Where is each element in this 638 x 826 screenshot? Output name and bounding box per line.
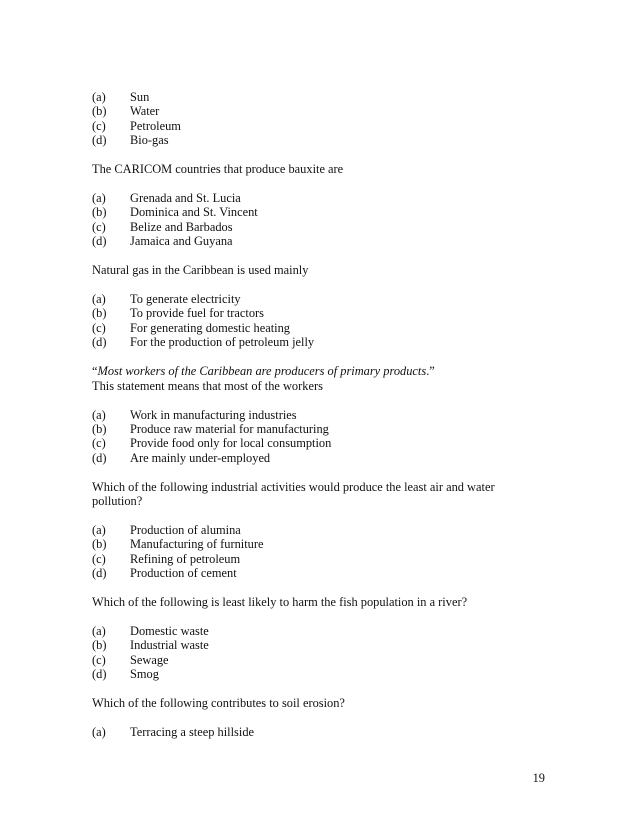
option-text: To generate electricity — [130, 292, 241, 307]
option-label: (b) — [92, 104, 107, 119]
option-text: Petroleum — [130, 118, 181, 133]
question-3 — [92, 263, 532, 350]
option-row — [92, 566, 532, 580]
close-quote: .” — [426, 364, 435, 379]
option-text: For the production of petroleum jelly — [130, 335, 315, 350]
option-row — [92, 537, 532, 551]
option-text: Belize and Barbados — [130, 219, 233, 234]
option-label: (c) — [92, 320, 106, 335]
option-label: (a) — [92, 292, 106, 307]
option-text: Produce raw material for manufacturing — [130, 421, 329, 436]
option-label: (a) — [92, 725, 106, 739]
question-stem-line-1: Which of the following industrial activities would produce the least air and water — [92, 479, 495, 494]
option-text: Refining of petroleum — [130, 551, 241, 566]
question-2 — [92, 162, 532, 249]
option-row — [92, 205, 532, 219]
option-row — [92, 292, 532, 306]
option-row — [92, 321, 532, 335]
option-row — [92, 624, 532, 638]
option-text: Provide food only for local consumption — [130, 436, 332, 451]
question-stem: Which of the following contributes to soil erosion? — [92, 696, 345, 711]
option-text: Dominica and St. Vincent — [130, 205, 258, 220]
option-text: Grenada and St. Lucia — [130, 191, 241, 206]
option-row — [92, 653, 532, 667]
option-text: Production of alumina — [130, 522, 241, 537]
quote-text: Most workers of the Caribbean are producers of primary products — [97, 364, 427, 379]
option-row — [92, 638, 532, 652]
question-6 — [92, 595, 532, 682]
question-stem: Natural gas in the Caribbean is used mainly — [92, 263, 309, 278]
option-text: Smog — [130, 667, 159, 682]
option-label: (d) — [92, 667, 107, 682]
option-label: (a) — [92, 522, 106, 537]
page-number: 19 — [532, 771, 545, 785]
option-label: (d) — [92, 450, 107, 465]
option-row — [92, 234, 532, 248]
option-row — [92, 422, 532, 436]
option-row — [92, 436, 532, 450]
option-row — [92, 306, 532, 320]
option-row — [92, 451, 532, 465]
option-text: Water — [130, 104, 160, 119]
option-row — [92, 335, 532, 349]
option-label: (d) — [92, 133, 107, 148]
option-row — [92, 725, 532, 739]
option-label: (a) — [92, 407, 106, 422]
option-row — [92, 667, 532, 681]
option-text: Work in manufacturing industries — [130, 407, 297, 422]
option-text: Industrial waste — [130, 638, 209, 653]
option-text: Sewage — [130, 652, 169, 667]
option-label: (d) — [92, 234, 107, 249]
question-list — [92, 90, 532, 739]
option-label: (b) — [92, 537, 107, 552]
question-stem-line-2: pollution? — [92, 494, 143, 509]
option-row — [92, 552, 532, 566]
question-stem: The CARICOM countries that produce bauxite are — [92, 162, 344, 177]
option-label: (d) — [92, 335, 107, 350]
option-text: Are mainly under-employed — [130, 450, 271, 465]
question-stem: This statement means that most of the workers — [92, 378, 323, 393]
option-label: (c) — [92, 219, 106, 234]
option-text: Sun — [130, 90, 150, 104]
option-text: For generating domestic heating — [130, 320, 291, 335]
option-label: (b) — [92, 306, 107, 321]
option-text: To provide fuel for tractors — [130, 306, 265, 321]
question-stem: Which of the following is least likely to harm the fish population in a river? — [92, 595, 468, 610]
option-label: (b) — [92, 205, 107, 220]
option-text: Terracing a steep hillside — [130, 725, 255, 739]
option-label: (c) — [92, 436, 106, 451]
option-text: Domestic waste — [130, 623, 209, 638]
option-label: (c) — [92, 652, 106, 667]
option-text: Manufacturing of furniture — [130, 537, 264, 552]
question-7 — [92, 696, 532, 739]
option-row — [92, 104, 532, 118]
question-1 — [92, 90, 532, 148]
option-row — [92, 408, 532, 422]
option-row — [92, 191, 532, 205]
option-row — [92, 133, 532, 147]
option-row — [92, 220, 532, 234]
question-5 — [92, 480, 532, 581]
option-row — [92, 119, 532, 133]
option-text: Bio-gas — [130, 133, 169, 148]
option-row — [92, 523, 532, 537]
option-label: (c) — [92, 118, 106, 133]
option-label: (a) — [92, 90, 106, 104]
open-quote: “ — [92, 364, 98, 379]
option-label: (d) — [92, 566, 107, 581]
option-label: (b) — [92, 638, 107, 653]
option-label: (b) — [92, 421, 107, 436]
option-label: (a) — [92, 623, 106, 638]
quoted-statement — [92, 364, 532, 378]
option-label: (c) — [92, 551, 106, 566]
option-row — [92, 90, 532, 104]
option-text: Jamaica and Guyana — [130, 234, 233, 249]
question-4 — [92, 364, 532, 465]
option-text: Production of cement — [130, 566, 237, 581]
option-label: (a) — [92, 191, 106, 206]
